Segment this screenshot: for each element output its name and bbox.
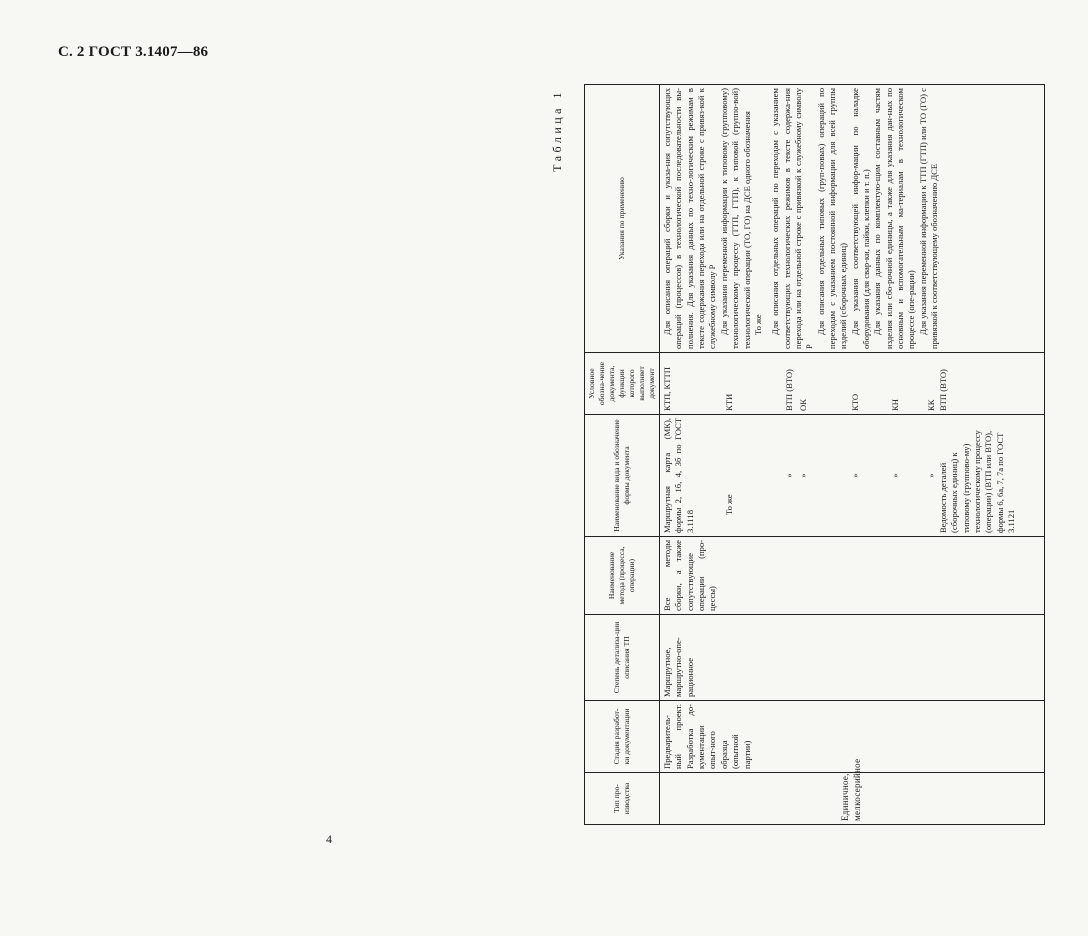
doc-form-entry: Маршрутная карта (МК), формы 2, 1б, 4, 3б по ГОСТ 3.1118 — [662, 418, 695, 533]
doc-form-entry: » — [926, 473, 937, 478]
instruction-entry: Для описания операций сборки и указа-ния сопутствующих операций (процессов) в технологической последовательности вы-полнения. Для указания данных по техно-логическим режимам в тексте содержания перехода или на отдельной строке с привяз-кой к служебному символу Р — [662, 88, 718, 349]
doc-form-entry: Ведомость деталей (сборочных единиц) к типовому (группово-му) технологическому процессу (операции) (ВТП или ВТО), формы 6, 6а, 7, 7а по ГОСТ 3.1121 — [938, 430, 1017, 533]
header-document-code: Условное обозна-чение документа, функции которого выполняет документ — [585, 353, 660, 415]
header-instructions: Указания по применению — [585, 85, 660, 353]
doc-code-entry: КТП, КТТП — [662, 367, 673, 411]
rotated-table-block — [550, 85, 1088, 825]
doc-form-entry: » — [784, 473, 795, 478]
cell-document-forms — [660, 415, 1045, 537]
instruction-entry: Для указания соответствующей инфор-мации по наладке оборудования (для свар-ки, пайки, клепки и т. п.) — [849, 88, 871, 349]
doc-code-entry: КТО — [850, 393, 861, 411]
table-caption: Таблица 1 — [550, 89, 564, 172]
header-development-stage: Стадия разработ-ки документации — [585, 701, 660, 773]
instruction-entry: Для указания данных по комплектую-щим составным частям изделия или сбо-рочной единицы, а также для указания дан-ных по основным и вспомогательным ма-териалам в технологическом процессе (опе-рации) — [872, 88, 917, 349]
table-row — [660, 85, 1045, 825]
instruction-entry: Для указания переменной информации к типовому (групповому) технологическому процессу (ТТП, ГТП), к типовой (группо-вой) технологической операции (ТО, ГО) на ДСЕ одного обозначения — [718, 88, 752, 349]
page-header: С. 2 ГОСТ 3.1407—86 — [58, 44, 209, 60]
doc-form-entry: » — [850, 473, 861, 478]
doc-code-entry: ВТП (ВТО) — [938, 369, 949, 411]
header-method-name: Наименование метода (процесса, операции) — [585, 537, 660, 615]
doc-code-entry: КТИ — [724, 393, 735, 411]
header-document-form: Наименование вида и обозначение формы документа — [585, 415, 660, 537]
doc-form-entry: То же — [724, 494, 735, 515]
doc-code-entry: КН — [890, 399, 901, 411]
doc-form-entry: » — [798, 473, 809, 478]
cell-development-stage: Предваритель-ный проект. Разработка до-кументации опыт-ного образца (опытной партии) — [660, 701, 1045, 773]
header-detail-level: Степень детализа-ции описания ТП — [585, 615, 660, 701]
instruction-entry: Для описания отдельных типовых (груп-повых) операций по переходам с указанием постоянной информации для всей группы изделий (сборочных единиц) — [815, 88, 849, 349]
doc-code-entry: ВТП (ВТО) — [784, 369, 795, 411]
instruction-entry: Для указания переменной информации к ТТП (ГТП) или ТО (ГО) с привязкой к соответствующему обозначению ДСЕ — [917, 88, 940, 349]
doc-code-entry: ОК — [798, 399, 809, 411]
instruction-entry: То же — [752, 314, 763, 335]
doc-form-entry: » — [890, 473, 901, 478]
cell-instructions — [660, 85, 1045, 353]
instruction-entry: Для описания отдельных операций по переходам с указанием соответствующих технологических режимов в тексте содержа-ния перехода или на отдельной строке с привязкой к служебному символу Р — [770, 88, 815, 349]
cell-method-name: Все методы сборки, а также сопутствующие операции (про-цессы) — [660, 537, 1045, 615]
cell-detail-level: Маршрутное, маршрутно-опе-рационное — [660, 615, 1045, 701]
header-production-type: Тип про-изводства — [585, 773, 660, 825]
cell-production-type: Единичное, мелкосерийное — [660, 773, 1045, 825]
process-documents-table — [584, 84, 1045, 825]
doc-code-entry: КК — [926, 399, 937, 411]
table-header-row — [585, 85, 660, 825]
page-number: 4 — [326, 832, 332, 846]
cell-document-codes — [660, 353, 1045, 415]
